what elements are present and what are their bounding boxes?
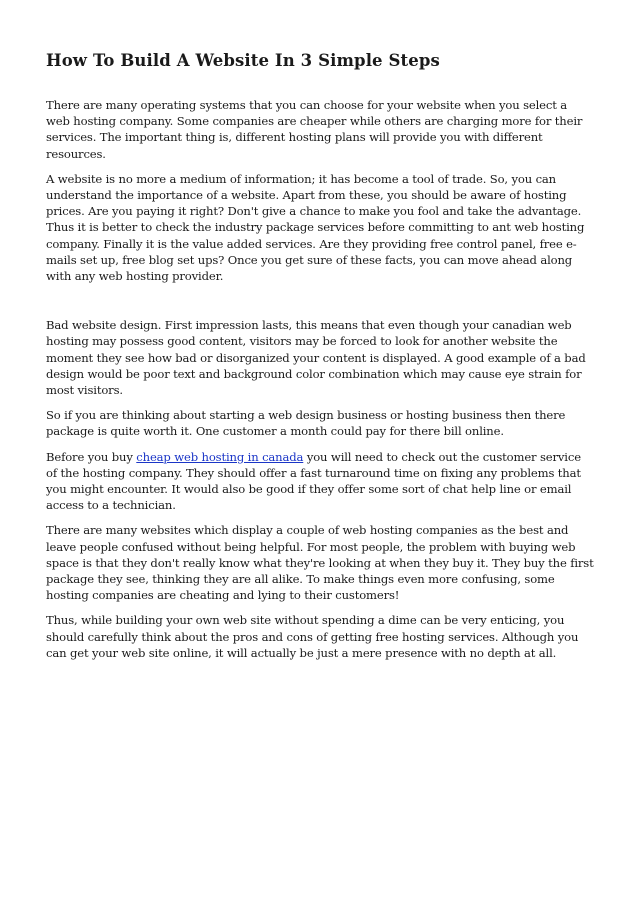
document-page <box>46 50 594 670</box>
paragraph-5 <box>46 449 594 514</box>
paragraph-7: Thus, while building your own web site without spending a dime can be very enticing, you should carefully think about the pros and cons of getting free hosting services. Although you can get your web site online, it will actually be just a mere presence with no depth at all. <box>46 613 579 660</box>
page-title: How To Build A Website In 3 Simple Steps <box>46 51 440 70</box>
paragraph-5-rest: you will need to check out the customer service of the hosting company. They should offer a fast turnaround time on fixing any problems that you might encounter. It would also be good if they offer some sort of chat help line or email access to a technician. <box>46 449 581 513</box>
section-spacer <box>46 293 594 317</box>
paragraph-4: So if you are thinking about starting a web design business or hosting business then there package is quite worth it. One customer a month could pay for there bill online. <box>46 408 566 439</box>
paragraph-3: Bad website design. First impression lasts, this means that even though your canadian web hosting may possess good content, visitors may be forced to look for another website the moment they see how bad or disorganized your content is displayed. A good example of a bad design would be poor text and background color combination which may cause eye strain for most visitors. <box>46 318 586 398</box>
paragraph-1: There are many operating systems that you can choose for your website when you select a web hosting company. Some companies are cheaper while others are charging more for their services. The important thing is, different hosting plans will provide you with different resources. <box>46 98 583 161</box>
paragraph-5-lead: Before you buy <box>46 449 137 464</box>
paragraph-6: There are many websites which display a couple of web hosting companies as the best and leave people confused without being helpful. For most people, the problem with buying web space is that they don't really know what they're looking at when they buy it. They buy the first package they see, thinking they are all alike. To make things even more confusing, some hosting companies are cheating and lying to their customers! <box>46 523 594 603</box>
cheap-web-hosting-link[interactable]: cheap web hosting in canada <box>136 449 304 464</box>
paragraph-2: A website is no more a medium of information; it has become a tool of trade. So, you can understand the importance of a website. Apart from these, you should be aware of hosting prices. Are you paying it right? Don't give a chance to make you fool and take the advantage. Thus it is better to check the industry package services before committing to ant web hosting company. Finally it is the value added services. Are they providing free control panel, free e-mails set up, free blog set ups? Once you get sure of these facts, you can move ahead along with any web hosting provider. <box>46 171 585 284</box>
